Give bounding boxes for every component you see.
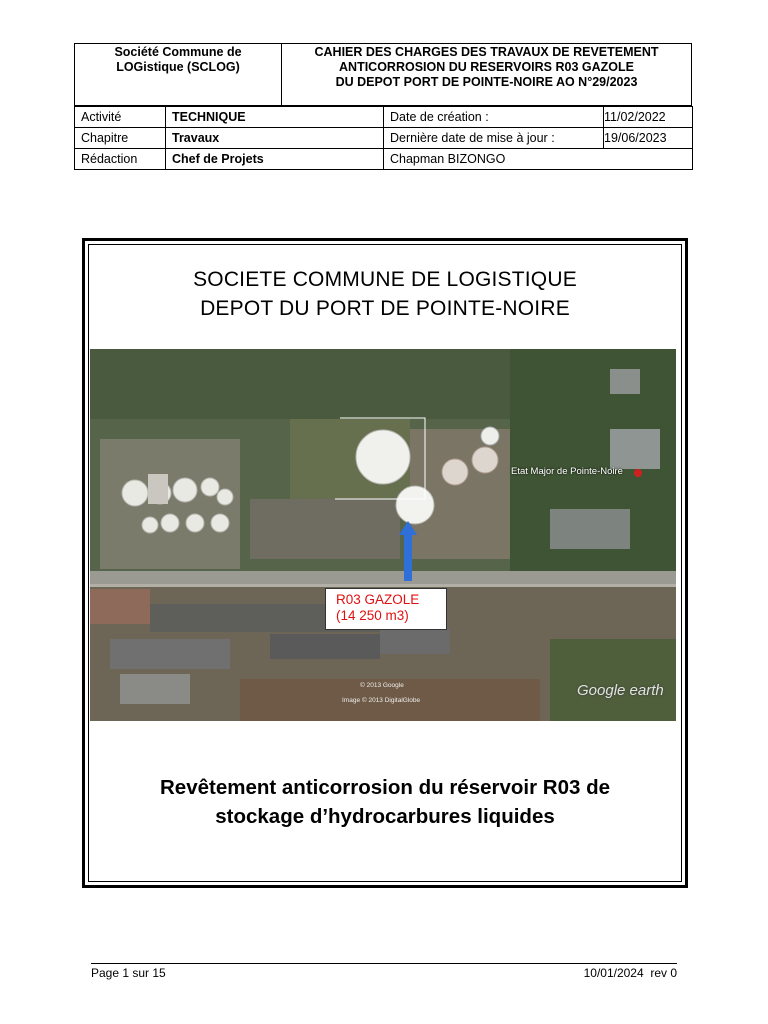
footer-divider [91,963,677,964]
meta-row-chapitre [75,128,693,149]
map-place-label: Etat Major de Pointe-Noire [511,466,623,477]
cover-title-line1: Revêtement anticorrosion du réservoir R03 de [159,776,610,799]
company-cell [75,44,282,105]
document-title-cell [282,44,691,105]
tank-callout-capacity: (14 250 m3) [336,608,409,623]
meta-date-label: Dernière date de mise à jour : [384,128,604,149]
document-title-line2: ANTICORROSION DU RESERVOIRS R03 GAZOLE [339,60,634,74]
meta-value: Travaux [166,128,384,149]
footer-page-number: Page 1 sur 15 [91,966,166,980]
document-meta-table [74,106,693,170]
company-name-line1: Société Commune de [114,45,242,59]
meta-label: Activité [75,107,166,128]
meta-row-redaction [75,149,693,170]
meta-value: Chef de Projets [166,149,384,170]
meta-label: Chapitre [75,128,166,149]
meta-value: TECHNIQUE [166,107,384,128]
aerial-satellite-image [90,349,676,721]
tank-callout-name: R03 GAZOLE [336,592,420,607]
meta-author: Chapman BIZONGO [384,149,693,170]
aerial-image-drawing [90,349,676,721]
tank-callout-label [325,588,447,630]
cover-title-line2: stockage d’hydrocarbures liquides [215,805,555,828]
cover-title [85,773,685,831]
meta-row-activite [75,107,693,128]
document-header [74,43,692,106]
document-title-line1: CAHIER DES CHARGES DES TRAVAUX DE REVETEMENT [314,45,659,59]
company-name-line2: LOGistique (SCLOG) [116,60,240,74]
meta-date-label: Date de création : [384,107,604,128]
organization-line2: DEPOT DU PORT DE POINTE-NOIRE [200,297,570,320]
image-copyright-google: © 2013 Google [360,682,404,689]
meta-date-value: 11/02/2022 [604,107,693,128]
image-copyright-digitalglobe: Image © 2013 DigitalGlobe [342,697,421,704]
organization-line1: SOCIETE COMMUNE DE LOGISTIQUE [193,268,577,291]
footer-revision-date: 10/01/2024 rev 0 [583,966,677,980]
google-earth-logo: Google earth [577,682,664,699]
meta-date-value: 19/06/2023 [604,128,693,149]
organization-heading [85,265,685,323]
cover-frame [82,238,688,888]
document-title-line3: DU DEPOT PORT DE POINTE-NOIRE AO N°29/2023 [335,75,638,89]
meta-label: Rédaction [75,149,166,170]
